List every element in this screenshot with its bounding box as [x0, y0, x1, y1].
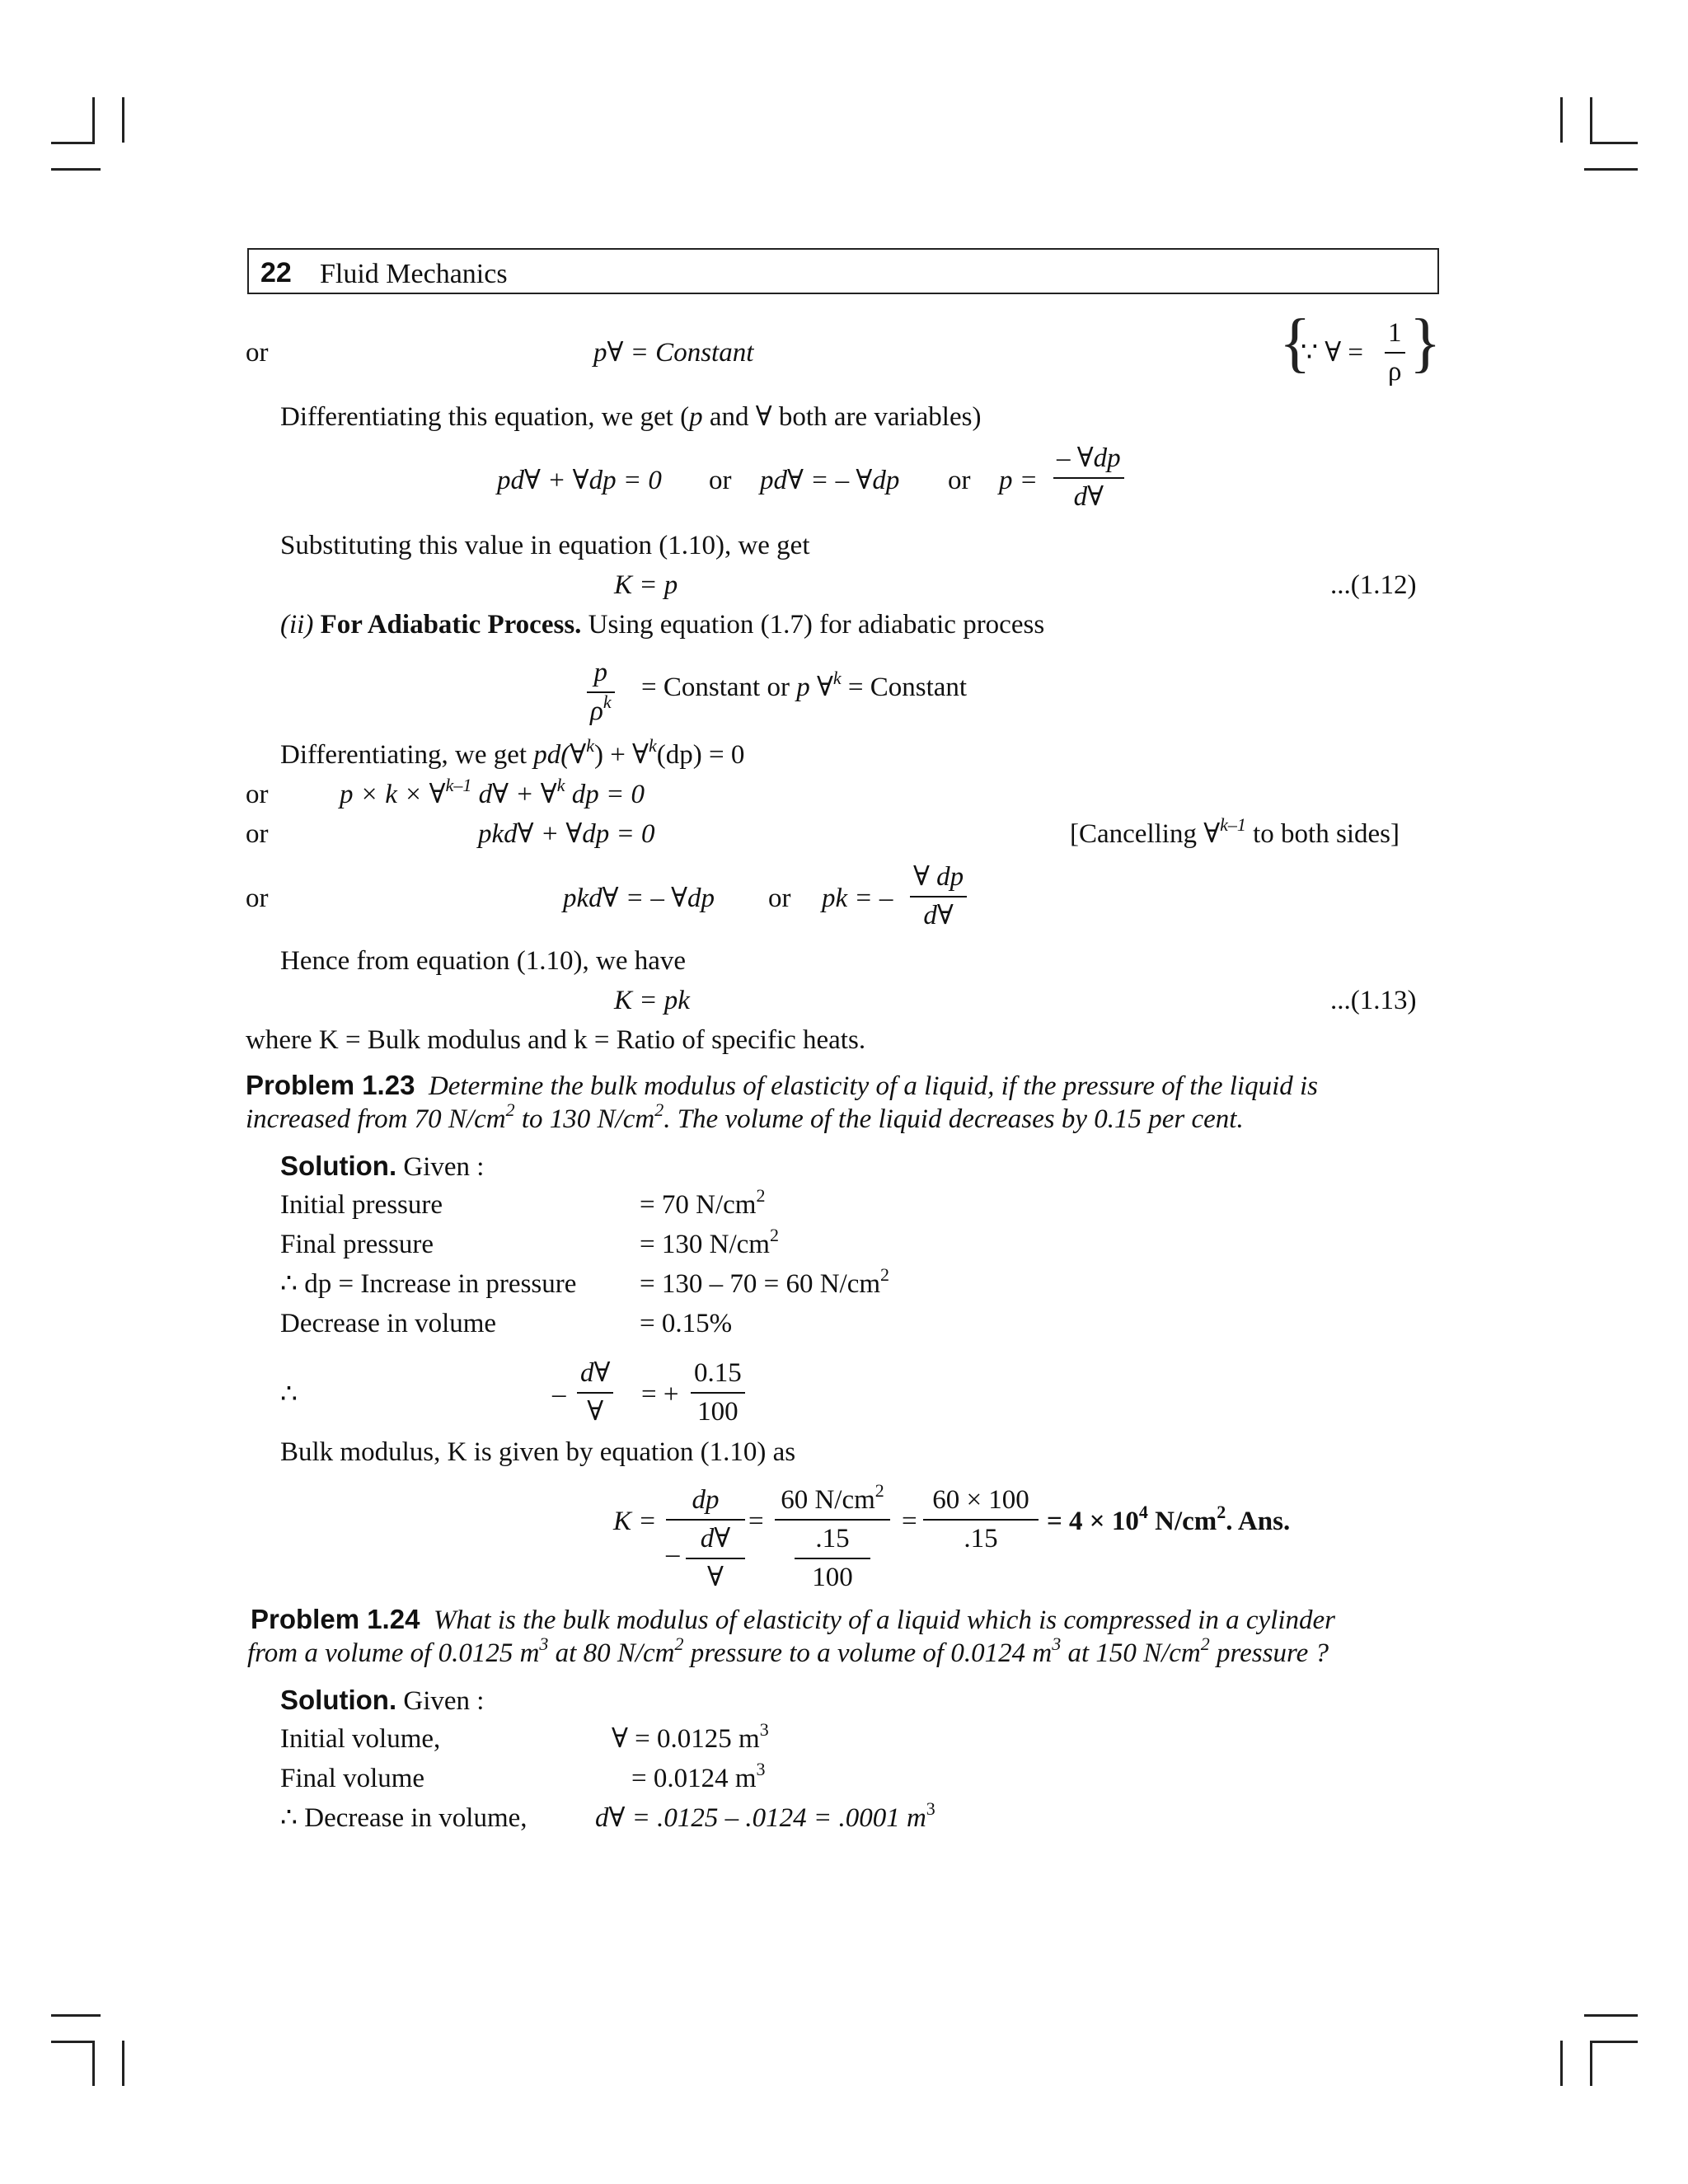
therefore-symbol: ∴	[280, 1380, 298, 1409]
equation-k-equals-p: K = p	[614, 570, 678, 600]
text-line: Hence from equation (1.10), we have	[280, 946, 687, 976]
or-label: or	[246, 338, 269, 368]
given-label: Initial pressure	[280, 1190, 443, 1220]
fraction-dp-over-dv: dp – d∀ ∀	[666, 1487, 745, 1591]
equation-ref: ...(1.12)	[1330, 570, 1417, 600]
text-line: where K = Bulk modulus and k = Ratio of specific heats.	[246, 1025, 866, 1055]
book-title: Fluid Mechanics	[320, 259, 508, 289]
fraction: d∀ ∀	[577, 1360, 613, 1426]
equation: pd∀ = – ∀dp	[760, 466, 900, 495]
solution-heading: Solution. Given :	[280, 1685, 485, 1716]
fraction: 0.15 100	[691, 1360, 745, 1426]
given-label: Final pressure	[280, 1230, 434, 1259]
problem-statement: Problem 1.23 Determine the bulk modulus of elasticity of a liquid, if the pressure of the liquid is	[246, 1070, 1319, 1101]
text-line: Differentiating, we get pd(∀$^k$) + ∀$^k$(dp) = 0	[280, 735, 745, 770]
given-value: = 0.0124 $m^3$	[631, 1759, 766, 1793]
given-value: ∀ = 0.0125 $m^3$	[612, 1719, 769, 1754]
text-line: Substituting this value in equation (1.10), we get	[280, 531, 810, 560]
side-note: [Cancelling ∀$^{k-1}$ to both sides]	[1070, 814, 1400, 849]
given-value: = 0.15%	[640, 1309, 733, 1338]
page-number: 22	[260, 257, 292, 288]
given-label: Decrease in volume	[280, 1309, 497, 1338]
fraction: – ∀dp d∀	[1053, 445, 1124, 511]
answer: = $4 \times 10^4$ $N/cm^2$. Ans.	[1047, 1502, 1291, 1536]
equation-ref: ...(1.13)	[1330, 986, 1417, 1015]
problem-statement: Problem 1.24 What is the bulk modulus of elasticity of a liquid which is compressed in a cylinder	[251, 1604, 1335, 1635]
fraction-60-over-015: 60 $N/cm^2$ .15 100	[775, 1487, 890, 1591]
given-value: d∀ = .0125 – .0124 = .0001 $m^3$	[595, 1798, 935, 1833]
given-label: Final volume	[280, 1764, 425, 1793]
equation-pv-constant: p∀ = Constant	[593, 338, 754, 368]
section-heading: (ii) For Adiabatic Process. Using equation (1.7) for adiabatic process	[280, 610, 1045, 640]
equation-k-equals-pk: K = pk	[614, 986, 690, 1015]
fraction: ∀ dp d∀	[910, 864, 967, 930]
equation: pkd∀ = – ∀dp	[563, 883, 715, 913]
problem-statement-cont: increased from 70 $N/cm^2$ to 130 $N/cm^2$. The volume of the liquid decreases by 0.15 per cent.	[246, 1099, 1244, 1134]
fraction: p $\rho^k$	[587, 659, 615, 725]
problem-statement-cont: from a volume of 0.0125 $m^3$ at 80 $N/cm^2$ pressure to a volume of 0.0124 $m^3$ at 150 $N/cm^2$ pressure ?	[247, 1633, 1329, 1668]
equation: pd∀ + ∀dp = 0	[497, 466, 662, 495]
given-value: = 130 $N/cm^2$	[640, 1225, 779, 1259]
equation: = Constant or p ∀$^k$ = Constant	[641, 668, 968, 702]
given-value: = 130 – 70 = 60 $N/cm^2$	[640, 1264, 890, 1299]
solution-heading: Solution. Given :	[280, 1151, 485, 1182]
given-label: Initial volume,	[280, 1724, 441, 1754]
equation: pkd∀ + ∀dp = 0	[478, 819, 655, 849]
given-label: ∴ dp = Increase in pressure	[280, 1269, 577, 1299]
text-line: Bulk modulus, K is given by equation (1.10) as	[280, 1437, 796, 1467]
text-line: Differentiating this equation, we get (p and ∀ both are variables)	[280, 402, 982, 432]
running-header	[247, 248, 1439, 294]
given-value: = 70 $N/cm^2$	[640, 1185, 766, 1220]
equation: p × k × ∀$^{k-1}$ d∀ + ∀$^k$ dp = 0	[340, 775, 645, 809]
fraction: 60 × 100 .15	[923, 1487, 1039, 1553]
given-label: ∴ Decrease in volume,	[280, 1803, 528, 1833]
